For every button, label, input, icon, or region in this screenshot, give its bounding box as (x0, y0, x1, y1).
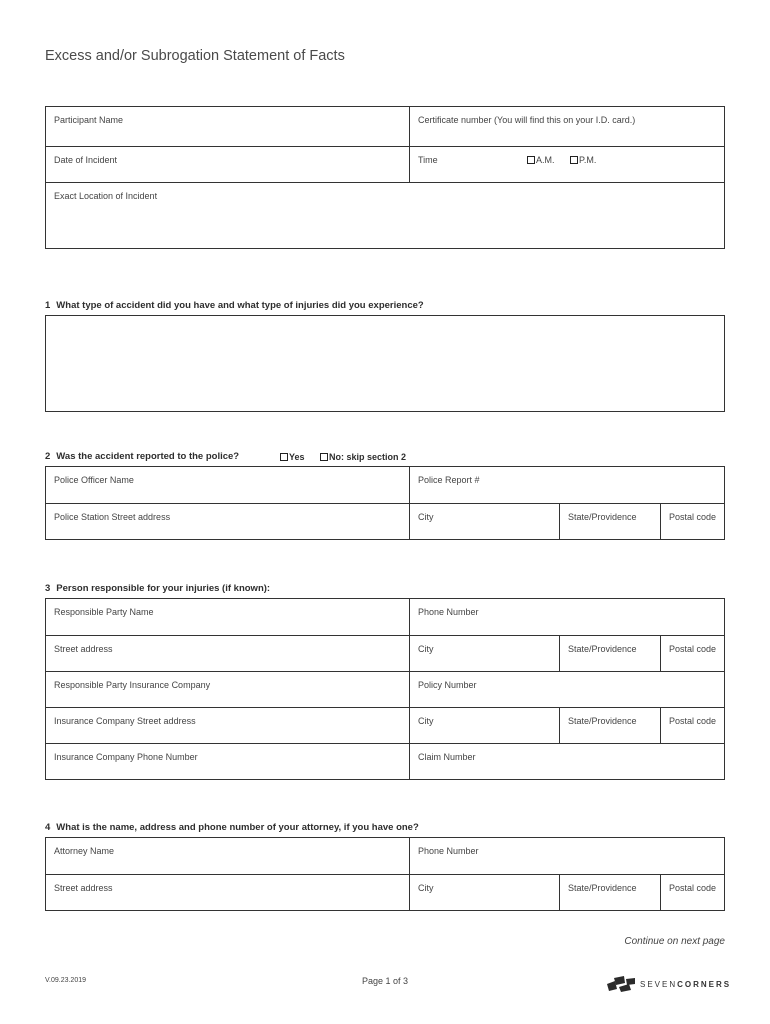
responsible-party-name-label: Responsible Party Name (54, 607, 154, 617)
attorney-postal-label: Postal code (669, 883, 717, 893)
policy-number-field[interactable] (409, 672, 724, 707)
police-no-checkbox[interactable] (320, 453, 328, 461)
insurance-company-label: Responsible Party Insurance Company (54, 680, 211, 690)
attorney-state-label: State/Providence (568, 883, 637, 893)
attorney-city-label: City (418, 883, 434, 893)
police-yes-checkbox[interactable] (280, 453, 288, 461)
attorney-name-label: Attorney Name (54, 846, 115, 856)
participant-name-field[interactable] (46, 107, 409, 146)
responsible-postal-label: Postal code (669, 644, 717, 654)
police-no-label: No: skip section 2 (329, 452, 407, 462)
certificate-number-label: Certificate number (You will find this on your I.D. card.) (418, 115, 636, 125)
time-field[interactable] (409, 147, 724, 182)
accident-injuries-textarea[interactable] (45, 315, 725, 412)
exact-location-field[interactable] (46, 183, 724, 248)
insurance-city-label: City (418, 716, 434, 726)
continue-note: Continue on next page (624, 936, 725, 947)
police-report-form (45, 466, 725, 540)
attorney-phone-label: Phone Number (418, 846, 479, 856)
responsible-street-field[interactable] (46, 636, 409, 671)
date-of-incident-field[interactable] (46, 147, 409, 182)
insurance-phone-label: Insurance Company Phone Number (54, 752, 198, 762)
seven-corners-logo-icon (606, 975, 636, 993)
attorney-phone-field[interactable] (409, 838, 724, 874)
attorney-city-field[interactable] (409, 875, 559, 910)
police-state-label: State/Providence (568, 512, 637, 522)
insurance-phone-field[interactable] (46, 744, 409, 779)
am-label: A.M. (536, 155, 555, 165)
time-label: Time (418, 155, 438, 165)
attorney-street-label: Street address (54, 883, 113, 893)
attorney-street-field[interactable] (46, 875, 409, 910)
responsible-party-name-field[interactable] (46, 599, 409, 635)
police-postal-field[interactable] (660, 504, 724, 539)
police-state-field[interactable] (559, 504, 660, 539)
section-2-heading: 2 Was the accident reported to the police? (45, 451, 240, 462)
responsible-postal-field[interactable] (660, 636, 724, 671)
responsible-city-label: City (418, 644, 434, 654)
police-report-label: Police Report # (418, 475, 480, 485)
certificate-number-field[interactable] (409, 107, 724, 146)
section-3-heading: 3 Person responsible for your injuries (if known): (45, 583, 271, 594)
am-option[interactable] (527, 155, 555, 165)
logo-text: SEVENCORNERS (640, 979, 732, 989)
version-label: V.09.23.2019 (45, 977, 87, 984)
responsible-city-field[interactable] (409, 636, 559, 671)
responsible-party-form (45, 598, 725, 780)
attorney-name-field[interactable] (46, 838, 409, 874)
police-officer-name-field[interactable] (46, 467, 409, 503)
police-postal-label: Postal code (669, 512, 717, 522)
page-title: Excess and/or Subrogation Statement of Facts (45, 48, 345, 64)
policy-number-label: Policy Number (418, 680, 477, 690)
attorney-postal-field[interactable] (660, 875, 724, 910)
insurance-street-field[interactable] (46, 708, 409, 743)
police-station-street-field[interactable] (46, 504, 409, 539)
responsible-phone-field[interactable] (409, 599, 724, 635)
responsible-street-label: Street address (54, 644, 113, 654)
insurance-postal-field[interactable] (660, 708, 724, 743)
responsible-phone-label: Phone Number (418, 607, 479, 617)
claim-number-label: Claim Number (418, 752, 476, 762)
incident-details-form (45, 106, 725, 249)
pm-option[interactable] (570, 155, 596, 165)
exact-location-label: Exact Location of Incident (54, 191, 158, 201)
police-station-street-label: Police Station Street address (54, 512, 171, 522)
insurance-state-label: State/Providence (568, 716, 637, 726)
police-report-field[interactable] (409, 467, 724, 503)
pm-checkbox[interactable] (570, 156, 578, 164)
attorney-state-field[interactable] (559, 875, 660, 910)
claim-number-field[interactable] (409, 744, 724, 779)
police-city-label: City (418, 512, 434, 522)
insurance-postal-label: Postal code (669, 716, 717, 726)
insurance-city-field[interactable] (409, 708, 559, 743)
attorney-form (45, 837, 725, 911)
insurance-company-field[interactable] (46, 672, 409, 707)
insurance-state-field[interactable] (559, 708, 660, 743)
police-yes-label: Yes (289, 452, 305, 462)
police-yes-option[interactable] (280, 452, 305, 462)
pm-label: P.M. (579, 155, 597, 165)
responsible-state-field[interactable] (559, 636, 660, 671)
page-number: Page 1 of 3 (362, 976, 409, 986)
police-city-field[interactable] (409, 504, 559, 539)
responsible-state-label: State/Providence (568, 644, 637, 654)
section-1-heading: 1 What type of accident did you have and what type of injuries did you experience? (45, 300, 424, 311)
section-4-heading: 4 What is the name, address and phone number of your attorney, if you have one? (45, 822, 419, 833)
am-checkbox[interactable] (527, 156, 535, 164)
insurance-street-label: Insurance Company Street address (54, 716, 196, 726)
participant-name-label: Participant Name (54, 115, 124, 125)
date-of-incident-label: Date of Incident (54, 155, 118, 165)
police-officer-name-label: Police Officer Name (54, 475, 134, 485)
police-no-option[interactable] (320, 452, 406, 462)
seven-corners-logo (606, 975, 731, 993)
